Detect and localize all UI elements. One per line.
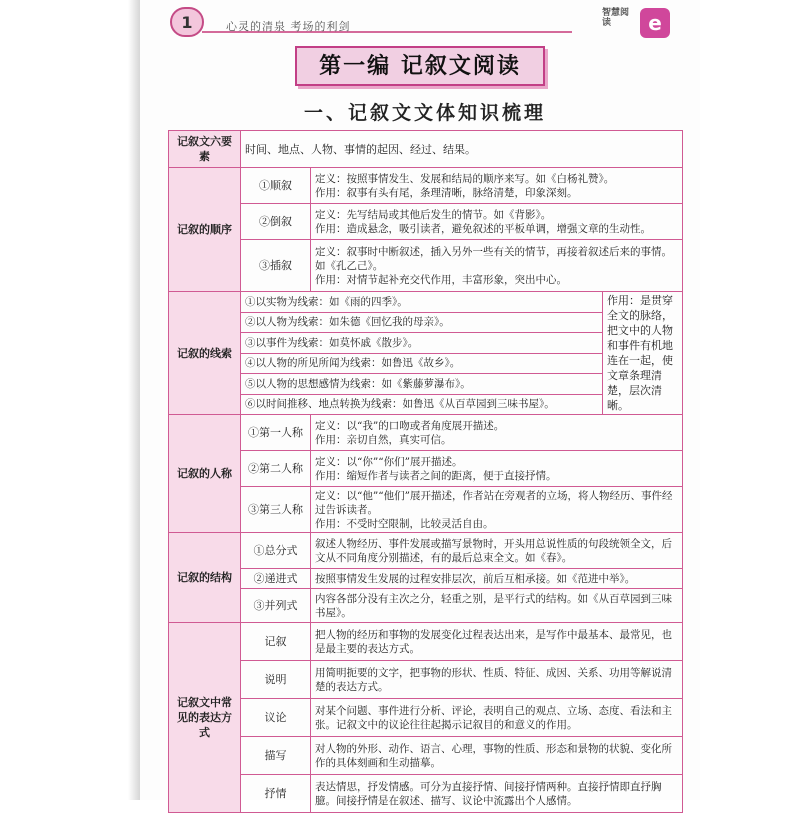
definition-line: 定义：按照事情发生、发展和结局的顺序来写。如《白杨礼赞》。: [315, 172, 615, 185]
definition-line: 定义：以“我”的口吻或者角度展开描述。: [315, 419, 505, 432]
category-label: 记叙的线索: [169, 292, 241, 415]
page-number-badge: 1: [170, 7, 204, 37]
table-row: [169, 204, 683, 240]
table-cell: 对人物的外形、动作、语言、心理，事物的性质、形态和景物的状貌、变化所作的具体刻画和生动描摹。: [311, 737, 683, 775]
function-line: 作用：造成悬念，吸引读者，避免叙述的平板单调，增强文章的生动性。: [315, 222, 651, 235]
sub-label: ①总分式: [241, 533, 311, 569]
table-row: [169, 415, 683, 451]
clue-item: ③以事件为线索：如莫怀戚《散步》。: [241, 333, 603, 354]
sub-label: ②第二人称: [241, 451, 311, 487]
sub-label: ③并列式: [241, 589, 311, 623]
clue-item: ⑤以人物的思想感情为线索：如《紫藤萝瀑布》。: [241, 374, 603, 395]
table-row: [169, 292, 683, 313]
table-cell: 时间、地点、人物、事情的起因、经过、结果。: [241, 131, 683, 168]
category-label: 记叙的顺序: [169, 168, 241, 292]
brand-name: 智慧阅读: [602, 8, 630, 28]
sub-label: ②倒叙: [241, 204, 311, 240]
function-line: 作用：叙事有头有尾，条理清晰，脉络清楚，印象深刻。: [315, 186, 578, 199]
clue-item: ②以人物为线索：如朱德《回忆我的母亲》。: [241, 312, 603, 333]
table-cell: [311, 487, 683, 533]
function-line: 作用：亲切自然，真实可信。: [315, 433, 452, 446]
sub-label: ①第一人称: [241, 415, 311, 451]
table-row: [169, 623, 683, 661]
table-row: [169, 168, 683, 204]
clue-item: ④以人物的所见所闻为线索：如鲁迅《故乡》。: [241, 353, 603, 374]
definition-line: 定义：以“他”“他们”展开描述，作者站在旁观者的立场，将人物经历、事件经过告诉读者。: [315, 489, 673, 516]
table-row: [169, 569, 683, 589]
function-line: 作用：对情节起补充交代作用，丰富形象，突出中心。: [315, 273, 567, 286]
definition-line: 定义：先写结局或其他后发生的情节。如《背影》。: [315, 208, 552, 221]
table-cell: 用简明扼要的文字，把事物的形状、性质、特征、成因、关系、功用等解说清楚的表达方式。: [311, 661, 683, 699]
table-cell: [311, 451, 683, 487]
definition-line: 定义：以“你”“你们”展开描述。: [315, 455, 463, 468]
table-cell: [311, 204, 683, 240]
page-header: [140, 6, 695, 36]
sub-label: ①顺叙: [241, 168, 311, 204]
table-row: [169, 699, 683, 737]
table-row: [169, 661, 683, 699]
table-cell: [311, 168, 683, 204]
table-row: [169, 533, 683, 569]
table-cell: 叙述人物经历、事件发展或描写景物时，开头用总说性质的句段统领全文，后文从不同角度分别描述，有的最后总束全文。如《春》。: [311, 533, 683, 569]
table-cell: [311, 240, 683, 292]
table-row: [169, 589, 683, 623]
table-row: [169, 737, 683, 775]
sub-label: 记叙: [241, 623, 311, 661]
table-cell: 内容各部分没有主次之分，轻重之别，是平行式的结构。如《从百草园到三味书屋》。: [311, 589, 683, 623]
table-row: [169, 240, 683, 292]
table-row: [169, 451, 683, 487]
category-label: 记叙的人称: [169, 415, 241, 533]
clue-function-note: 作用：是贯穿全文的脉络，把文中的人物和事件有机地连在一起，使文章条理清楚，层次清晰。: [603, 292, 683, 415]
table-row: [169, 775, 683, 813]
function-line: 作用：不受时空限制，比较灵活自由。: [315, 517, 494, 530]
table-row: [169, 131, 683, 168]
sub-label: 抒情: [241, 775, 311, 813]
header-slogan: 心灵的清泉 考场的利剑: [226, 20, 351, 33]
table-cell: 按照事情发生发展的过程安排层次，前后互相承接。如《范进中举》。: [311, 569, 683, 589]
definition-line: 定义：叙事时中断叙述，插入另外一些有关的情节，再接着叙述后来的事情。如《孔乙己》。: [315, 245, 672, 272]
sub-label: 议论: [241, 699, 311, 737]
chapter-title: 第一编 记叙文阅读: [295, 46, 545, 86]
table-cell: [311, 415, 683, 451]
sub-label: 描写: [241, 737, 311, 775]
section-title: 一、记叙文文体知识梳理: [303, 102, 546, 124]
table-cell: 对某个问题、事件进行分析、评论，表明自己的观点、立场、态度、看法和主张。记叙文中的议论往往起揭示记叙目的和意义的作用。: [311, 699, 683, 737]
category-label: 记叙文中常见的表达方式: [169, 623, 241, 813]
sub-label: ③第三人称: [241, 487, 311, 533]
clue-item: ①以实物为线索：如《雨的四季》。: [241, 292, 603, 313]
category-label: 记叙的结构: [169, 533, 241, 623]
sub-label: ②递进式: [241, 569, 311, 589]
clue-item: ⑥以时间推移、地点转换为线索：如鲁迅《从百草园到三味书屋》。: [241, 394, 603, 415]
sub-label: 说明: [241, 661, 311, 699]
narrative-knowledge-table: [168, 130, 683, 813]
page-fold-shadow: [128, 0, 140, 800]
table-cell: 把人物的经历和事物的发展变化过程表达出来，是写作中最基本、最常见，也是最主要的表达方式。: [311, 623, 683, 661]
table-cell: 表达情思，抒发情感。可分为直接抒情、间接抒情两种。直接抒情即直抒胸臆。间接抒情是在叙述、描写、议论中流露出个人感情。: [311, 775, 683, 813]
sub-label: ③插叙: [241, 240, 311, 292]
function-line: 作用：缩短作者与读者之间的距离，便于直接抒情。: [315, 469, 557, 482]
category-label: 记叙文六要素: [169, 131, 241, 168]
table-row: [169, 487, 683, 533]
brand-logo-icon: e: [640, 8, 670, 38]
